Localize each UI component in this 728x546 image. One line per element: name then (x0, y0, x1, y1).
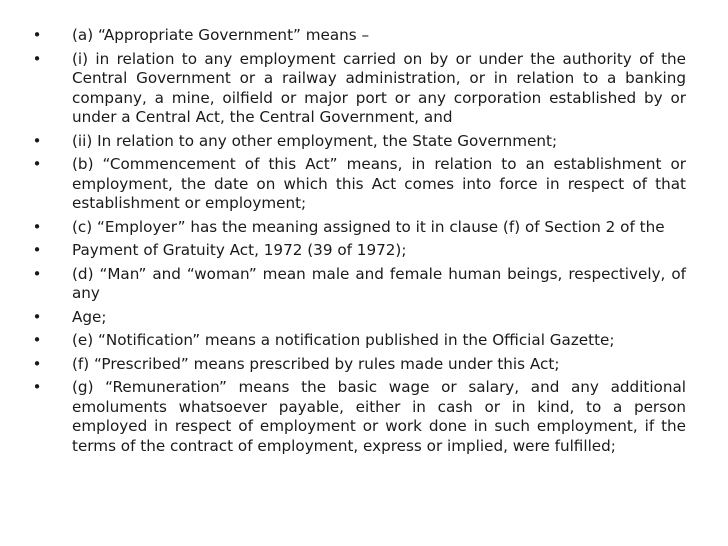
bullet-icon: • (32, 354, 42, 373)
item-text: (ii) In relation to any other employment, the State Government; (72, 131, 558, 150)
bullet-icon: • (32, 155, 42, 173)
list-item (28, 308, 686, 328)
list-item (28, 265, 686, 304)
bullet-icon: • (32, 217, 42, 236)
item-text: Payment of Gratuity Act, 1972 (39 of 1972); (72, 241, 407, 259)
bullet-icon: • (32, 241, 42, 259)
bullet-icon: • (32, 264, 42, 283)
item-text: (d) “Man” and “woman” mean male and female human beings, respectively, of any (72, 264, 686, 302)
bullet-icon: • (32, 26, 42, 44)
bullet-icon: • (32, 378, 42, 396)
bullet-icon: • (32, 331, 42, 349)
item-text: (f) “Prescribed” means prescribed by rules made under this Act; (72, 354, 560, 373)
slide-body (28, 26, 686, 460)
list-item (28, 378, 686, 456)
list-item (28, 241, 686, 261)
list-item (28, 355, 686, 375)
item-text: (e) “Notification” means a notification published in the Official Gazette; (72, 331, 615, 349)
item-text: (i) in relation to any employment carried on by or under the authority of the Central Government or a railway administration, or in relation to a banking company, a mine, oilfield or major port or any corporation established by or under a Central Act, the Central Government, and (72, 49, 686, 126)
item-text: (g) “Remuneration” means the basic wage or salary, and any additional emoluments whatsoever payable, either in cash or in kind, to a person employed in respect of employment or work done in such employment, if the terms of the contract of employment, express or implied, were fulfilled; (72, 378, 686, 455)
list-item (28, 26, 686, 46)
bullet-icon: • (32, 307, 42, 326)
definitions-list (28, 26, 686, 456)
item-text: (b) “Commencement of this Act” means, in relation to an establishment or employment, the date on which this Act comes into force in respect of that establishment or employment; (72, 155, 686, 212)
item-text: (c) “Employer” has the meaning assigned to it in clause (f) of Section 2 of the (72, 217, 665, 236)
list-item (28, 331, 686, 351)
list-item (28, 50, 686, 128)
list-item (28, 218, 686, 238)
list-item (28, 132, 686, 152)
item-text: Age; (72, 307, 107, 326)
item-text: (a) “Appropriate Government” means – (72, 26, 370, 44)
bullet-icon: • (32, 131, 42, 150)
list-item (28, 155, 686, 214)
bullet-icon: • (32, 49, 42, 68)
